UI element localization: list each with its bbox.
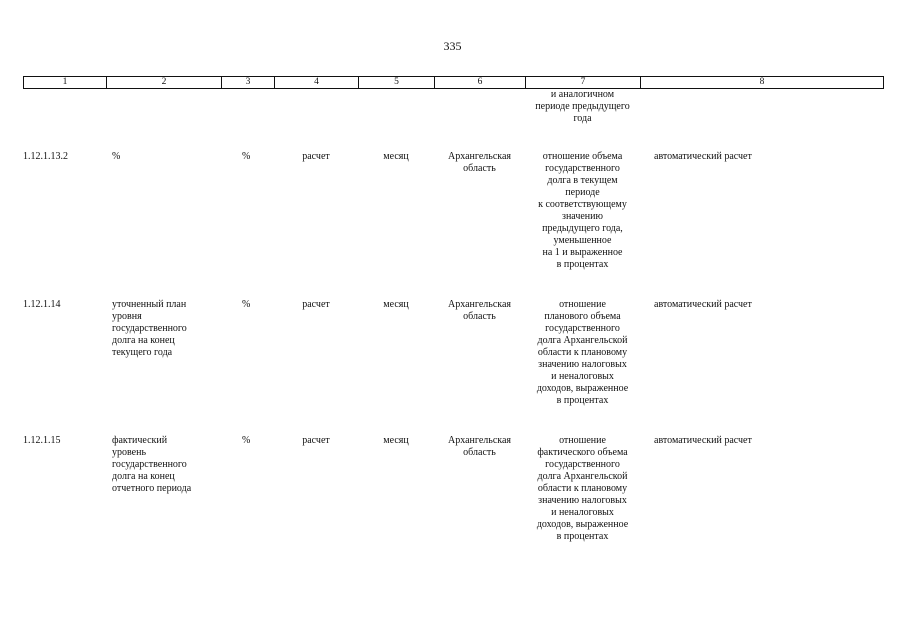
header-col-2: 2 bbox=[107, 77, 222, 89]
row-region: Архангельская область bbox=[447, 151, 512, 174]
header-col-8: 8 bbox=[641, 77, 884, 89]
column-header-table bbox=[23, 76, 884, 89]
row-description: отношение планового объема государственного долга Архангельской области к плановому значению налоговых и неналоговых доходов, выраженное в процентах bbox=[536, 299, 629, 406]
row-region: Архангельская область bbox=[447, 435, 512, 458]
row-name: уточненный план уровня государственного долга на конец текущего года bbox=[112, 299, 187, 358]
header-col-4: 4 bbox=[275, 77, 359, 89]
row-code: 1.12.1.15 bbox=[23, 435, 61, 446]
header-col-5: 5 bbox=[359, 77, 435, 89]
header-col-3: 3 bbox=[222, 77, 275, 89]
row-name: % bbox=[112, 151, 121, 162]
header-col-1: 1 bbox=[24, 77, 107, 89]
row-period: месяц bbox=[383, 151, 409, 162]
row-period: месяц bbox=[383, 435, 409, 446]
row-unit: % bbox=[242, 435, 251, 446]
table-row bbox=[23, 435, 883, 565]
table-body bbox=[23, 89, 883, 565]
row-description: отношение объема государственного долга в текущем периоде к соответствующему значению предыдущего года, уменьшенное на 1 и выраженное в процентах bbox=[538, 151, 627, 270]
header-col-6: 6 bbox=[435, 77, 526, 89]
row-calc: автоматический расчет bbox=[654, 299, 752, 310]
row-calc: автоматический расчет bbox=[654, 151, 752, 162]
row-calc: автоматический расчет bbox=[654, 435, 752, 446]
row-method: расчет bbox=[302, 435, 330, 446]
row-code: 1.12.1.14 bbox=[23, 299, 61, 310]
table-row bbox=[23, 151, 883, 299]
header-row bbox=[24, 77, 884, 89]
page-number: 335 bbox=[443, 39, 462, 53]
continuation-description: и аналогичном периоде предыдущего года bbox=[535, 89, 630, 124]
row-name: фактический уровень государственного долга на конец отчетного периода bbox=[112, 435, 192, 494]
row-unit: % bbox=[242, 151, 251, 162]
row-period: месяц bbox=[383, 299, 409, 310]
row-region: Архангельская область bbox=[447, 299, 512, 322]
table-row bbox=[23, 299, 883, 435]
continuation-row bbox=[23, 89, 883, 151]
header-col-7: 7 bbox=[526, 77, 641, 89]
row-code: 1.12.1.13.2 bbox=[23, 151, 68, 162]
row-method: расчет bbox=[302, 299, 330, 310]
row-description: отношение фактического объема государственного долга Архангельской области к плановому значению налоговых и неналоговых доходов, выраженное в процентах bbox=[536, 435, 629, 542]
row-unit: % bbox=[242, 299, 251, 310]
row-method: расчет bbox=[302, 151, 330, 162]
